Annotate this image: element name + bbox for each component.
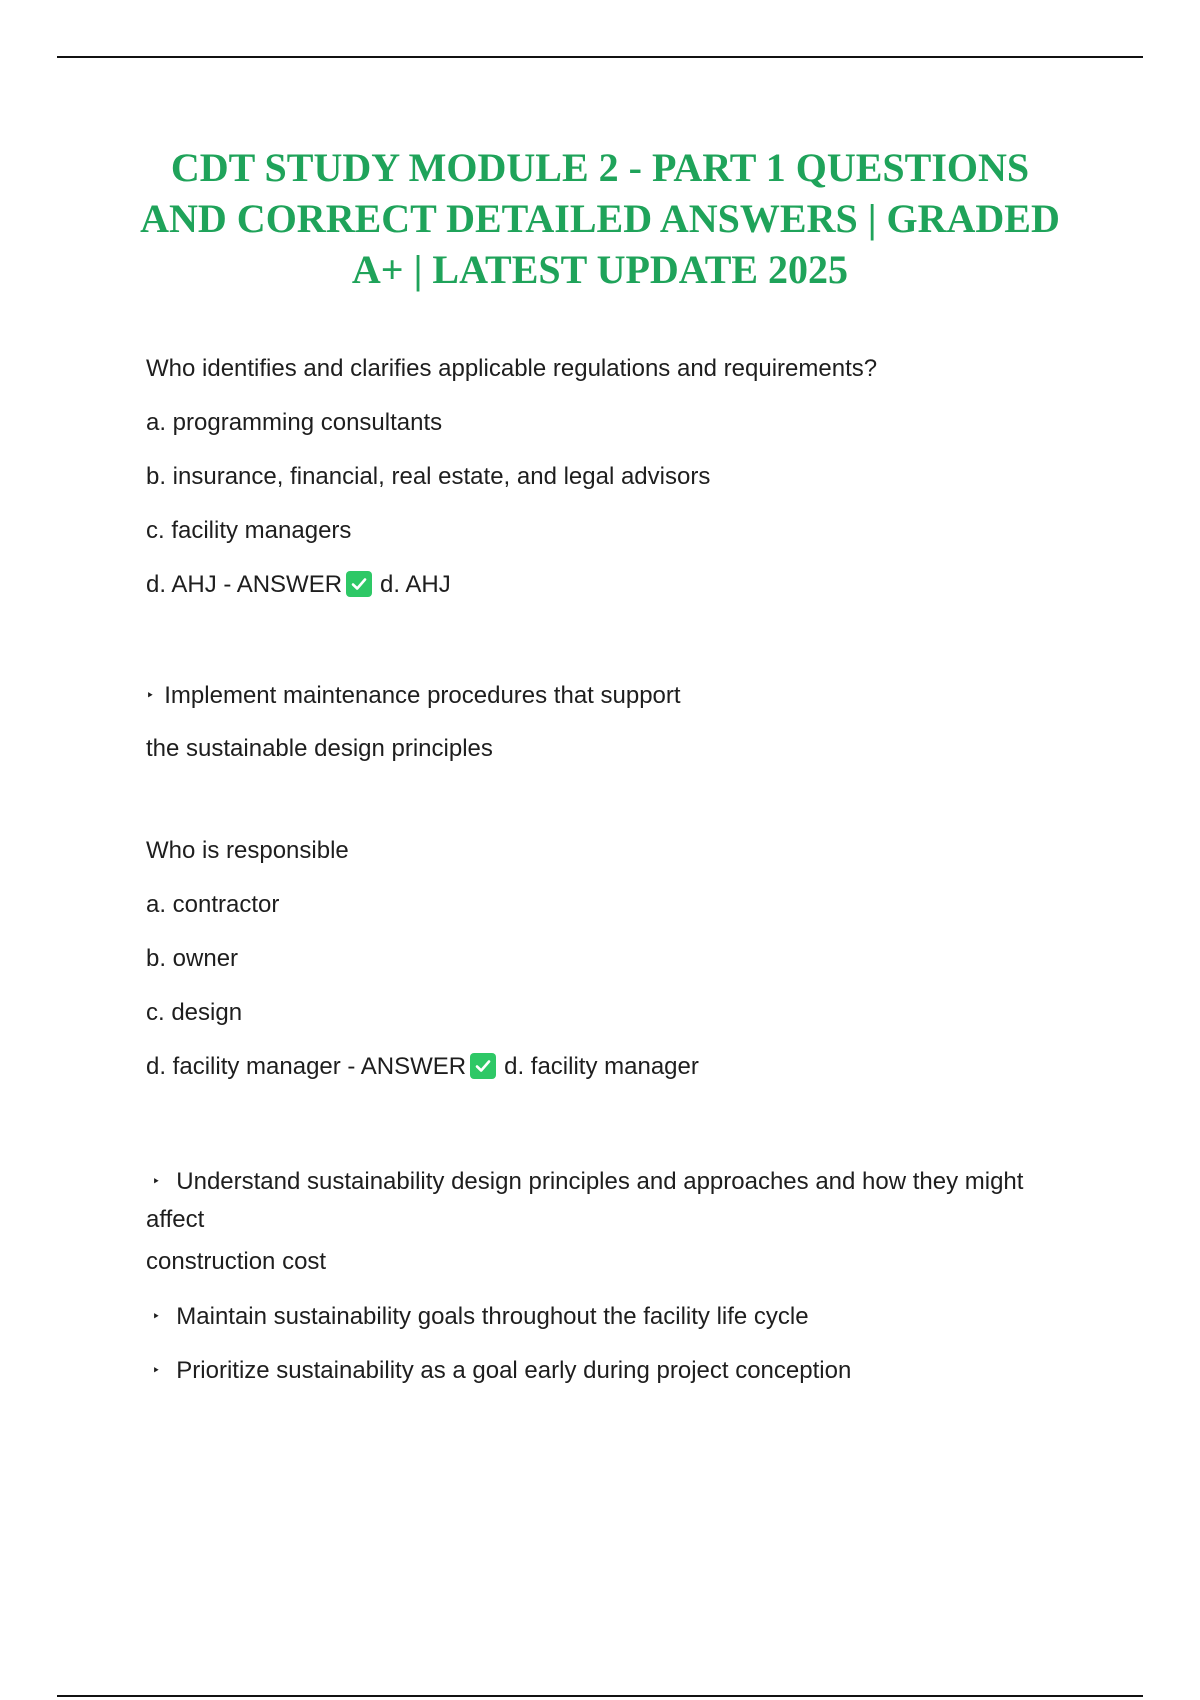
q2-option-a: a. contractor [146,891,280,918]
bottom-rule [57,1695,1143,1697]
q1-question: Who identifies and clarifies applicable regulations and requirements? [146,355,878,382]
block3-item-2 [146,1301,1066,1331]
block3-item-1-cont: construction cost [146,1248,327,1275]
bullet-icon: ‣ [152,1173,161,1189]
block3-item-3 [146,1355,1066,1385]
q1-answer-line [146,570,1066,600]
block2-line2: the sustainable design principles [146,735,493,762]
q2-option-b: b. owner [146,945,239,972]
q2-option-c: c. design [146,999,243,1026]
bullet-icon: ‣ [146,687,155,703]
q2-question: Who is responsible [146,837,349,864]
check-box-icon [346,571,372,597]
bullet-icon: ‣ [152,1308,161,1324]
q2-answer-line [146,1052,1066,1082]
block3-item-3-text: Prioritize sustainability as a goal early during project conception [176,1357,852,1384]
q2-option-d: d. facility manager - ANSWER [146,1053,467,1080]
document-title [100,142,1100,295]
check-box-icon [470,1053,496,1079]
block2-line1: Implement maintenance procedures that support [164,682,681,709]
q2-answer: d. facility manager [504,1053,699,1080]
title-line-2: AND CORRECT DETAILED ANSWERS | GRADED [140,196,1060,241]
title-line-3: A+ | LATEST UPDATE 2025 [351,247,849,292]
q1-option-b: b. insurance, financial, real estate, and legal advisors [146,463,711,490]
block2-bullet-line [146,680,1066,710]
q1-option-d: d. AHJ - ANSWER [146,571,343,598]
bullet-icon: ‣ [152,1362,161,1378]
block3-item-1-text: Understand sustainability design principles and approaches and how they might affect [146,1168,1024,1233]
title-line-1: CDT STUDY MODULE 2 - PART 1 QUESTIONS [170,145,1030,190]
document-body [146,354,1066,1409]
q1-answer: d. AHJ [380,571,451,598]
block3-item-1 [146,1162,1046,1239]
top-rule [57,56,1143,58]
q1-option-a: a. programming consultants [146,409,443,436]
block3-item-2-text: Maintain sustainability goals throughout the facility life cycle [176,1303,809,1330]
q1-option-c: c. facility managers [146,517,352,544]
